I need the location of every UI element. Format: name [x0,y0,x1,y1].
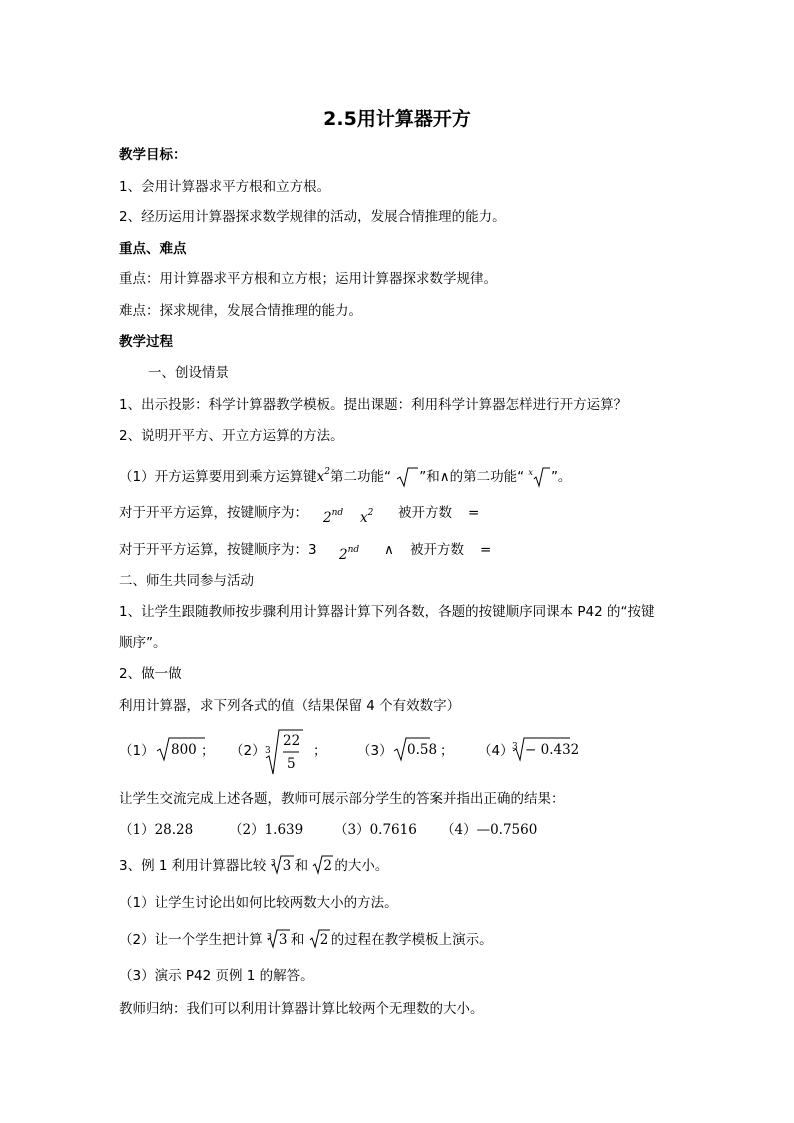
expr-3-separator: ； [440,743,454,759]
x-squared-key: $x^2$ [316,467,330,485]
task-instruction: 利用计算器，求下列各式的值（结果保留 4 个有效数字） [119,698,461,714]
key-line-text-b: 第二功能“ [329,469,391,485]
teacher-summary: 教师归纳：我们可以利用计算器计算比较两个无理数的大小。 [119,1001,484,1017]
equals-key: = [468,505,480,521]
part2-heading: 二、师生共同参与活动 [119,573,254,589]
key-line-text-c: ”和∧的第二功能“ [419,469,525,485]
cbrt-3-expr: 3 3 [271,857,295,875]
second-function-key-2: 2nd [339,545,360,563]
step-2: 2、说明开平方、开立方运算的方法。 [119,428,344,444]
nth-root-symbol [533,466,551,488]
square-root-key-order-label: 对于开平方运算，按键顺序为： [119,505,308,521]
difficulty-point: 难点：探求规律，发展合情推理的能力。 [119,303,362,319]
sqrt-2-expr-2: 2 [309,931,331,949]
x-squared-key-2: $x^2$ [360,508,374,526]
process-heading: 教学过程 [119,334,173,350]
sub-item-1: （1）让学生讨论出如何比较两数大小的方法。 [119,895,398,911]
item-1-line-2: 顺序”。 [119,635,167,651]
part1-heading: 一、创设情景 [148,365,229,381]
expr-1-label: （1） [119,743,155,759]
key-line-text-d: ”。 [550,469,572,485]
goal-1: 1、会用计算器求平方根和立方根。 [119,179,331,195]
equals-key-2: = [480,542,492,558]
radicand-label: 被开方数 [398,505,452,521]
item-1-line-1: 1、让学生跟随教师按步骤利用计算器计算下列各数，各题的按键顺序同课本 P42 的“按键 [119,604,655,620]
cube-root-key-order-label: 对于开平方运算，按键顺序为：3 [119,542,317,558]
expr-2-separator: ； [313,743,327,759]
exchange-text: 让学生交流完成上述各题，教师可展示部分学生的答案并指出正确的结果： [119,791,565,807]
expr-2-label: （2） [230,743,266,759]
sub-item-3: （3）演示 P42 页例 1 的解答。 [119,968,314,984]
root-index-x: x [528,468,533,477]
item-2: 2、做一做 [119,666,182,682]
sub-item-2: （2）让一个学生把计算 3 3 和 2 的过程在教学模板上演示。 [119,931,493,949]
sqrt-2-expr: 2 [312,857,334,875]
expr-cbrt-fraction: 3 22 5 [265,728,305,776]
key-line-text-a: （1）开方运算要用到乘方运算键 [119,469,317,485]
radicand-label-2: 被开方数 [410,542,464,558]
item-3: 3、例 1 利用计算器比较 3 3 和 2 的大小。 [119,857,388,875]
goals-heading: 教学目标： [119,147,187,163]
expr-sqrt-058: 0.58 [393,736,431,762]
key-difficulty-heading: 重点、难点 [119,241,187,257]
goal-2: 2、经历运用计算器探求数学规律的活动，发展合情推理的能力。 [119,209,506,225]
caret-key: ∧ [384,542,394,558]
answer-1: （1）28.28 [119,822,194,838]
expr-1-separator: ； [201,743,215,759]
second-function-key: 2nd [323,508,344,526]
cbrt-3-expr-2: 3 3 [267,931,291,949]
answer-3: （3）0.7616 [334,822,417,838]
expr-cbrt-negative: 3 − 0.432 [512,736,572,762]
expr-sqrt-800: 800 [156,736,206,762]
expr-3-label: （3） [357,743,393,759]
page-title: 2.5用计算器开方 [323,108,471,130]
square-root-symbol [395,466,419,488]
expr-4-label: （4） [478,743,514,759]
answer-4: （4）—0.7560 [441,822,538,838]
answer-2: （2）1.639 [229,822,304,838]
step-1: 1、出示投影：科学计算器教学模板。提出课题：利用科学计算器怎样进行开方运算？ [119,397,628,413]
key-function-line [119,463,571,488]
key-point: 重点：用计算器求平方根和立方根；运用计算器探求数学规律。 [119,271,497,287]
